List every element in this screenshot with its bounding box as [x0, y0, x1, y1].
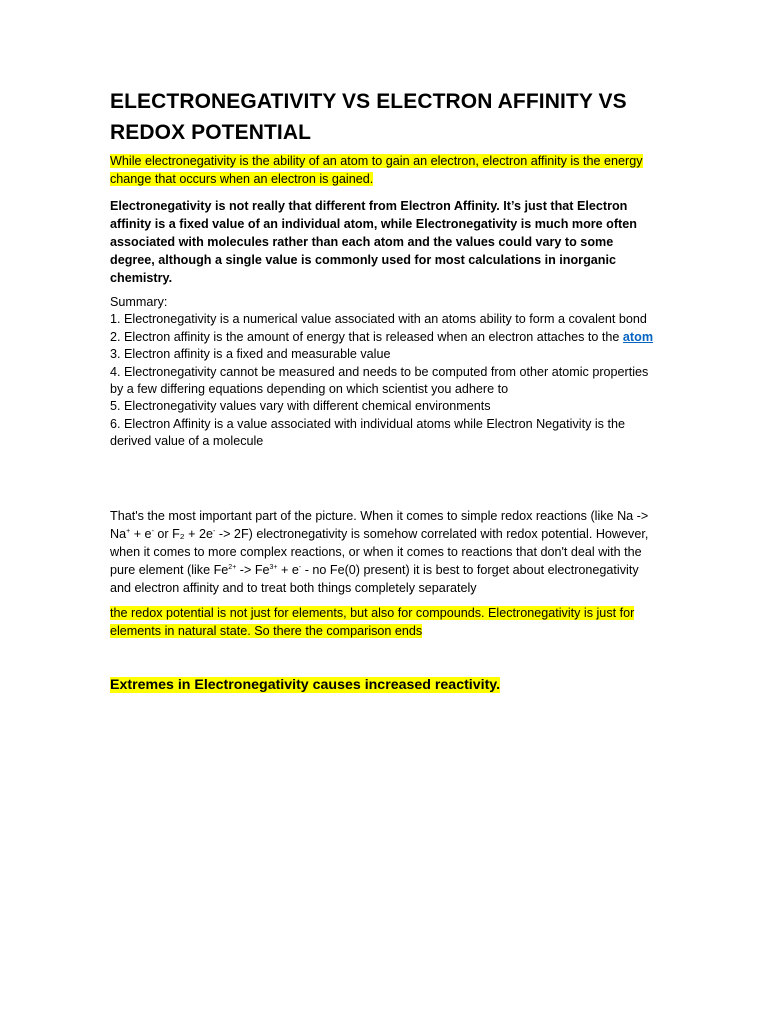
redox-sup-1: + [126, 528, 131, 535]
redox-text-1: That's the most important part of the picture. When it comes to simple redox reactions (like Na -> Na [110, 509, 649, 541]
summary-heading: Summary: [110, 295, 168, 309]
compounds-highlight: the redox potential is not just for elements, but also for compounds. Electronegativity is just for elements in natural state. So there the comparison ends [110, 606, 635, 638]
redox-text-4: -> 2F) electronegativity is somehow correlated with redox potential. However, when it comes to more complex reactions, or when it comes to reactions that don't deal with the pure element (like Fe [110, 527, 649, 577]
summary-section [110, 294, 658, 451]
extremes-highlight: Extremes in Electronegativity causes increased reactivity. [110, 677, 501, 693]
redox-sup-2: - [151, 528, 154, 535]
summary-item-2 [110, 329, 658, 346]
intro-paragraph [110, 152, 658, 188]
intro-highlight: While electronegativity is the ability of an atom to gain an electron, electron affinity is the energy change that occurs when an electron is gained. [110, 154, 643, 186]
compounds-paragraph [110, 604, 658, 640]
summary-item-1: 1. Electronegativity is a numerical value associated with an atoms ability to form a covalent bond [110, 312, 647, 327]
redox-text-5: -> Fe [236, 563, 270, 577]
summary-item-6: 6. Electron Affinity is a value associated with individual atoms while Electron Negativity is the derived value of a molecule [110, 416, 625, 449]
summary-item-2-text: 2. Electron affinity is the amount of energy that is released when an electron attaches to the [110, 329, 623, 344]
redox-sup-5: 3+ [269, 564, 278, 571]
summary-item-3: 3. Electron affinity is a fixed and measurable value [110, 347, 391, 362]
redox-text-6: + e [277, 563, 299, 577]
extremes-paragraph [110, 676, 500, 694]
redox-sup-4: 2+ [228, 564, 237, 571]
redox-text-2: + e [130, 527, 152, 541]
redox-sup-6: - [298, 564, 302, 571]
affinity-comparison-paragraph: Electronegativity is not really that different from Electron Affinity. It’s just that Electron affinity is a fixed value of an individual atom, while Electronegativity is much more often associated with molecules rather than each atom and the values could vary to some degree, although a single value is commonly used for most calculations in inorganic chemistry. [110, 199, 637, 285]
summary-item-5: 5. Electronegativity values vary with different chemical environments [110, 399, 491, 414]
atom-link[interactable]: atom [622, 329, 654, 344]
summary-item-4: 4. Electronegativity cannot be measured and needs to be computed from other atomic properties by a few differing equations depending on which scientist you adhere to [110, 364, 649, 397]
document-title: ELECTRONEGATIVITY VS ELECTRON AFFINITY VS REDOX POTENTIAL [110, 90, 627, 144]
redox-paragraph [110, 507, 658, 597]
redox-text-3: or F₂ + 2e [153, 527, 214, 541]
redox-text-7: - no Fe(0) present) it is best to forget about electronegativity and electron affinity and to treat both things completely separately [110, 563, 639, 595]
redox-sup-3: - [213, 528, 216, 535]
